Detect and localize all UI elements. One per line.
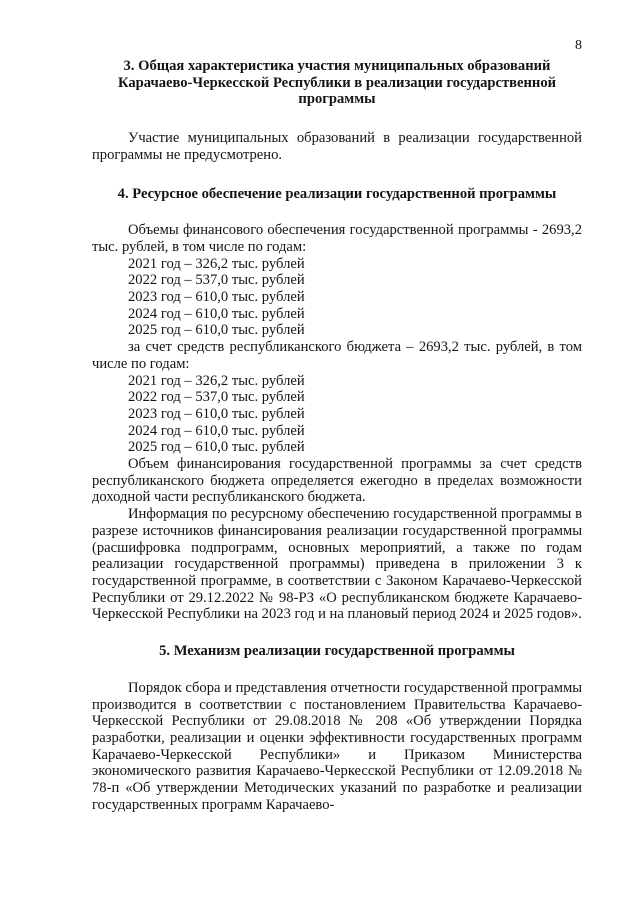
list-item: 2022 год – 537,0 тыс. рублей bbox=[128, 272, 305, 289]
list-item: 2025 год – 610,0 тыс. рублей bbox=[128, 322, 305, 339]
section-5-title: 5. Механизм реализации государственной программы bbox=[159, 643, 515, 660]
page-content bbox=[92, 58, 582, 813]
list-item: 2022 год – 537,0 тыс. рублей bbox=[128, 389, 305, 406]
section-3-text: Участие муниципальных образований в реализации государственной программы не предусмотрено. bbox=[92, 130, 582, 163]
section-4-intro: Объемы финансового обеспечения государственной программы - 2693,2 тыс. рублей, в том числе по годам: bbox=[92, 222, 582, 255]
list-item: 2024 год – 610,0 тыс. рублей bbox=[128, 422, 305, 439]
list-item: 2021 год – 326,2 тыс. рублей bbox=[128, 255, 305, 272]
section-4-title: 4. Ресурсное обеспечение реализации государственной программы bbox=[117, 185, 557, 202]
list-item: 2025 год – 610,0 тыс. рублей bbox=[128, 439, 305, 456]
list-item: 2023 год – 610,0 тыс. рублей bbox=[128, 405, 305, 422]
list-item: 2024 год – 610,0 тыс. рублей bbox=[128, 305, 305, 322]
list-item: 2023 год – 610,0 тыс. рублей bbox=[128, 289, 305, 306]
resource-info-paragraph: Информация по ресурсному обеспечению государственной программы в разрезе источников финансирования реализации государственной программы (расшифровка подпрограмм, основных мероприятий, а также по годам реализации государственной программы) приведена в приложении 3 к государственной программе, в соответствии с Законом Карачаево-Черкесской Республики от 29.12.2022 № 98-РЗ «О республиканском бюджете Карачаево-Черкесской Республики на 2023 год и на плановый период 2024 и 2025 годов». bbox=[92, 506, 582, 623]
section-3-title: 3. Общая характеристика участия муниципальных образований Карачаево-Черкесской Республики в реализации государственной программы bbox=[117, 58, 557, 108]
funding-volume-paragraph: Объем финансирования государственной программы за счет средств республиканского бюджета определяется ежегодно в пределах возможности доходной части республиканского бюджета. bbox=[92, 456, 582, 506]
funding-years-total-list bbox=[92, 256, 582, 340]
funding-years-republic-list bbox=[92, 373, 582, 457]
section-5-text: Порядок сбора и представления отчетности государственной программы производится в соответствии с постановлением Правительства Карачаево-Черкесской Республики от 29.08.2018 № 208 «Об утверждении Порядка разработки, реализации и оценки эффективности государственных программ Карачаево-Черкесской Республики» и Приказом Министерства экономического развития Карачаево-Черкесской Республики от 12.09.2018 № 78-п «Об утверждении Методических указаний по разработке и реализации государственных программ Карачаево- bbox=[92, 679, 582, 813]
republic-budget-intro: за счет средств республиканского бюджета – 2693,2 тыс. рублей, в том числе по годам: bbox=[92, 339, 582, 372]
page-number: 8 bbox=[575, 38, 582, 53]
list-item: 2021 год – 326,2 тыс. рублей bbox=[128, 372, 305, 389]
